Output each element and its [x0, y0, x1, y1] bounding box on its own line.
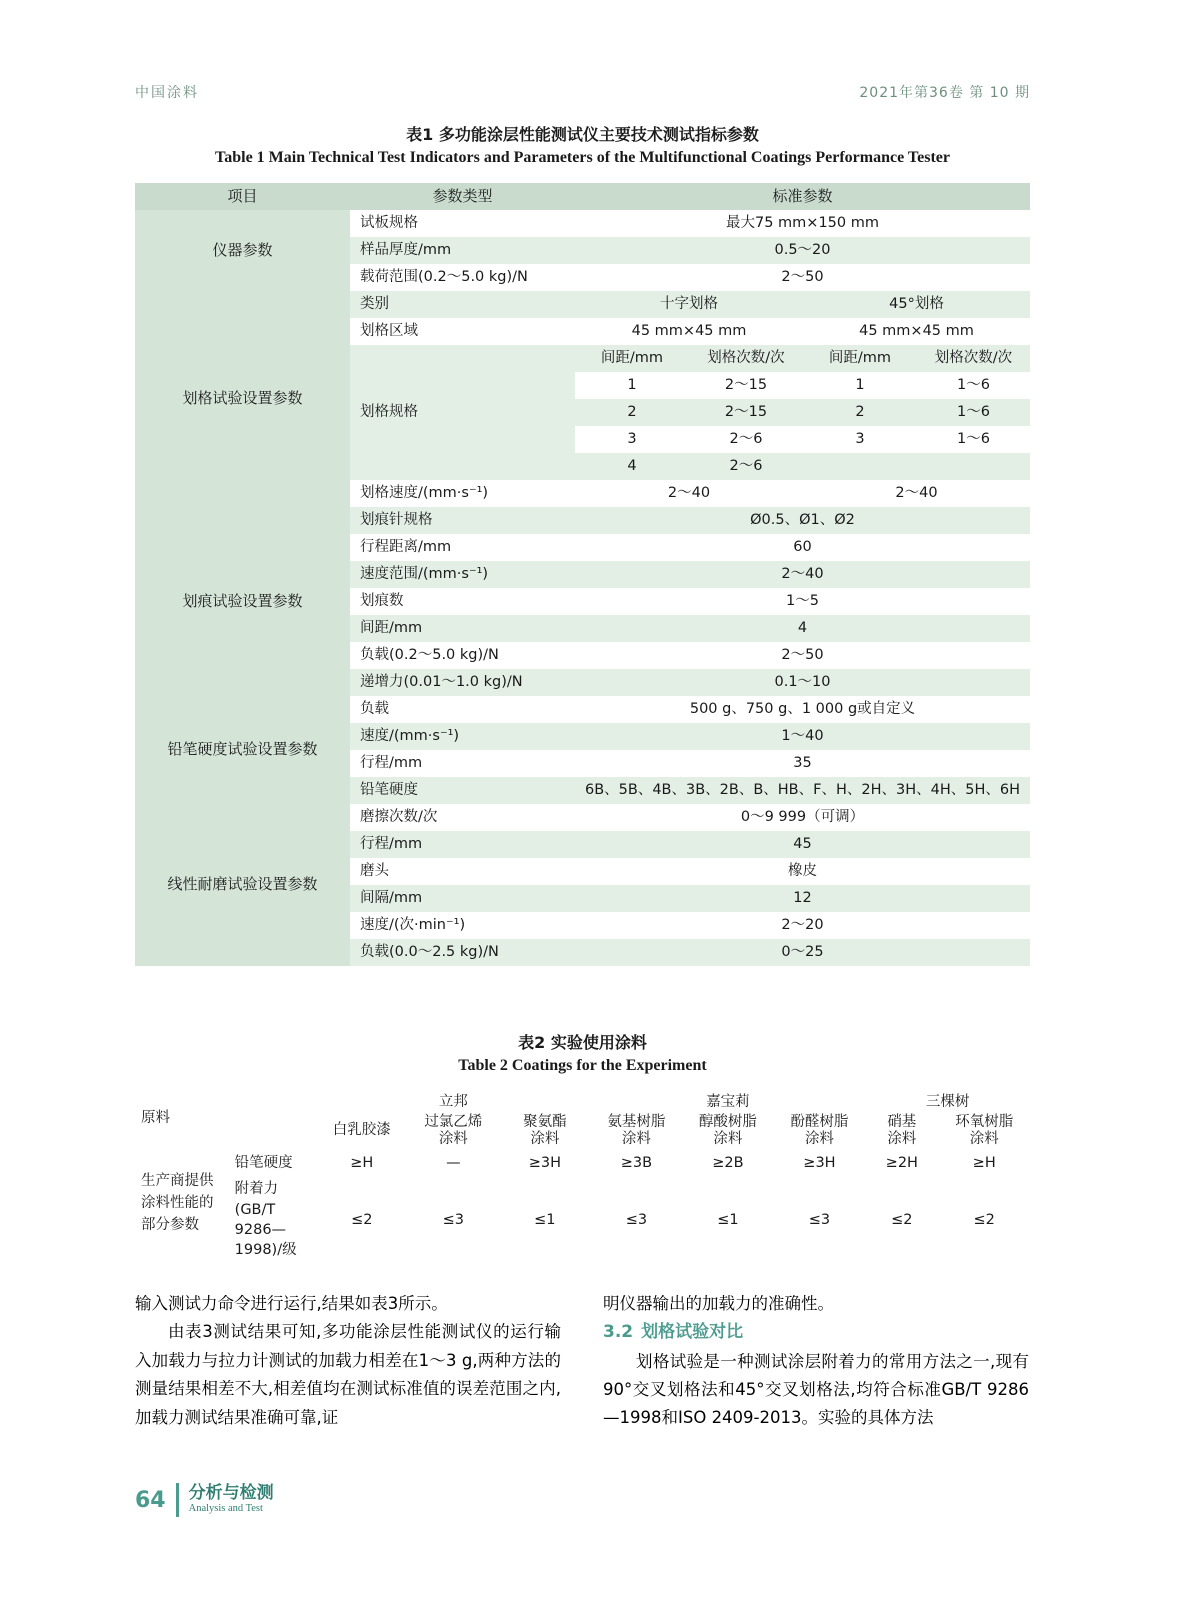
param-value: 0～9 999（可调） [575, 804, 1030, 831]
group-label: 线性耐磨试验设置参数 [135, 804, 350, 966]
param-value-right: 45 mm×45 mm [803, 318, 1030, 345]
param-type: 递增力(0.01～1.0 kg)/N [350, 669, 575, 696]
cell: 1～6 [917, 399, 1030, 426]
table-row [135, 507, 1030, 534]
param-name: 铅笔硬度 [234, 1155, 293, 1171]
param-value: 60 [575, 534, 1030, 561]
cell: ≤1 [534, 1211, 556, 1228]
brand-header: 三棵树 [925, 1093, 970, 1110]
param-type: 行程/mm [350, 750, 575, 777]
table2-caption-cn: 表2 实验使用涂料 [518, 1033, 647, 1052]
cell: 2～6 [689, 426, 803, 453]
param-value: 0.1～10 [575, 669, 1030, 696]
group-label: 铅笔硬度试验设置参数 [135, 696, 350, 804]
footer-divider [176, 1483, 179, 1517]
table-row [135, 804, 1030, 831]
section-name-cn: 分析与检测 [188, 1483, 274, 1504]
cell: ≥H [972, 1155, 996, 1171]
cell: ≤3 [808, 1211, 831, 1228]
row-label-header: 原料 [141, 1110, 170, 1127]
cell: ≤3 [442, 1211, 464, 1228]
table2-caption [135, 1030, 1030, 1075]
cell: ≤1 [717, 1211, 739, 1228]
page-header [135, 82, 1030, 102]
param-type: 划格速度/(mm·s⁻¹) [350, 480, 575, 507]
param-value: 6B、5B、4B、3B、2B、B、HB、F、H、2H、3H、4H、5H、6H [575, 777, 1030, 804]
section-title: 划格试验对比 [641, 1322, 744, 1343]
cell: ≥3H [803, 1155, 836, 1171]
param-type: 负载 [350, 696, 575, 723]
param-value: 12 [575, 885, 1030, 912]
param-type: 试板规格 [350, 210, 575, 237]
cell: 3 [803, 426, 917, 453]
param-type: 行程/mm [350, 831, 575, 858]
subheader-count-45: 划格次数/次 [917, 345, 1030, 372]
table1-caption-cn: 表1 多功能涂层性能测试仪主要技术测试指标参数 [406, 125, 759, 144]
table2 [135, 1090, 1030, 1261]
cell: 2～6 [689, 453, 803, 480]
section-heading [603, 1318, 1029, 1347]
table-row [135, 1090, 1030, 1114]
param-value: 0～25 [575, 939, 1030, 966]
param-type: 间隔/mm [350, 885, 575, 912]
cell: ≥H [350, 1155, 374, 1171]
group-label: 划格试验设置参数 [135, 291, 350, 507]
col-header-item: 项目 [135, 183, 350, 210]
paragraph: 明仪器输出的加载力的准确性。 [603, 1294, 834, 1313]
product-header: 聚氨酯 涂料 [523, 1114, 567, 1147]
cell: ≥2H [885, 1155, 918, 1171]
param-value-left: 45 mm×45 mm [575, 318, 803, 345]
page-number: 64 [135, 1487, 166, 1513]
product-header: 环氧树脂 涂料 [955, 1114, 1014, 1147]
param-value-right: 45°划格 [803, 291, 1030, 318]
param-value: 2～50 [575, 264, 1030, 291]
paragraph: 输入测试力命令进行运行,结果如表3所示。 [135, 1294, 448, 1313]
paragraph: 由表3测试结果可知,多功能涂层性能测试仪的运行输入加载力与拉力计测试的加载力相差在1～3 g,两种方法的测量结果相差不大,相差值均在测试标准值的误差范围之内,加载力测试结果准确可靠,证 [135, 1322, 561, 1427]
table1-caption [135, 122, 1030, 167]
cell: 2 [803, 399, 917, 426]
footer-section [189, 1484, 274, 1515]
issue-info: 2021年第36卷 第 10 期 [859, 85, 1030, 101]
param-type: 速度范围/(mm·s⁻¹) [350, 561, 575, 588]
param-value: 1～40 [575, 723, 1030, 750]
section-number: 3.2 [603, 1322, 634, 1343]
table-header-row [135, 183, 1030, 210]
param-type: 划格规格 [350, 345, 575, 480]
table-row [135, 210, 1030, 237]
param-value: Ø0.5、Ø1、Ø2 [575, 507, 1030, 534]
param-value: 最大75 mm×150 mm [575, 210, 1030, 237]
paragraph: 划格试验是一种测试涂层附着力的常用方法之一,现有90°交叉划格法和45°交叉划格法,均符合标准GB/T 9286—1998和ISO 2409-2013。实验的具体方法 [603, 1351, 1029, 1428]
table-row [135, 1147, 1030, 1179]
param-value: 橡皮 [575, 858, 1030, 885]
param-name: 附着力(GB/T 9286—1998)/级 [234, 1181, 297, 1259]
param-type: 磨头 [350, 858, 575, 885]
param-type: 划格区域 [350, 318, 575, 345]
brand-header: 立邦 [438, 1093, 468, 1110]
table-row [135, 1179, 1030, 1260]
col-header-type: 参数类型 [350, 183, 575, 210]
col-header-standard: 标准参数 [575, 183, 1030, 210]
body-text [135, 1290, 1030, 1433]
param-type: 速度/(mm·s⁻¹) [350, 723, 575, 750]
product-header: 白乳胶漆 [332, 1122, 391, 1139]
cell: ≤2 [351, 1211, 373, 1228]
param-type: 负载(0.0～2.5 kg)/N [350, 939, 575, 966]
param-value-right: 2～40 [803, 480, 1030, 507]
side-label: 生产商提供 涂料性能的 部分参数 [141, 1173, 214, 1233]
cell: 1～6 [917, 426, 1030, 453]
table-row [135, 696, 1030, 723]
product-header: 过氯乙烯 涂料 [424, 1114, 483, 1147]
param-type: 划痕数 [350, 588, 575, 615]
param-value: 0.5～20 [575, 237, 1030, 264]
table1-caption-en: Table 1 Main Technical Test Indicators and Parameters of the Multifunctional Coatings Performance Tester [215, 149, 950, 166]
cell: ≥3H [528, 1155, 561, 1171]
journal-name: 中国涂料 [135, 85, 199, 101]
product-header: 酚醛树脂 涂料 [790, 1114, 849, 1147]
param-type: 类别 [350, 291, 575, 318]
cell: ≥3B [620, 1155, 653, 1171]
section-name-en: Analysis and Test [188, 1503, 263, 1515]
param-type: 样品厚度/mm [350, 237, 575, 264]
cell: 1 [803, 372, 917, 399]
group-label: 划痕试验设置参数 [135, 507, 350, 696]
subheader-spacing-cross: 间距/mm [575, 345, 689, 372]
param-value: 4 [575, 615, 1030, 642]
cell: ≤3 [625, 1211, 648, 1228]
param-type: 铅笔硬度 [350, 777, 575, 804]
param-value: 45 [575, 831, 1030, 858]
subheader-count-cross: 划格次数/次 [689, 345, 803, 372]
param-type: 行程距离/mm [350, 534, 575, 561]
cell: ≥2B [712, 1155, 744, 1171]
subheader-spacing-45: 间距/mm [803, 345, 917, 372]
cell [917, 453, 1030, 480]
product-header: 氨基树脂 涂料 [607, 1114, 666, 1147]
column-right [603, 1290, 1029, 1433]
param-type: 负载(0.2～5.0 kg)/N [350, 642, 575, 669]
param-type: 间距/mm [350, 615, 575, 642]
group-label: 仪器参数 [135, 210, 350, 291]
cell: 1～6 [917, 372, 1030, 399]
cell: 1 [575, 372, 689, 399]
product-header: 醇酸树脂 涂料 [698, 1114, 757, 1147]
cell: 2～15 [689, 372, 803, 399]
param-value: 2～20 [575, 912, 1030, 939]
page-footer [135, 1483, 274, 1517]
cell: 2 [575, 399, 689, 426]
param-value-left: 十字划格 [575, 291, 803, 318]
cell: ≤2 [973, 1211, 995, 1228]
param-value: 35 [575, 750, 1030, 777]
param-type: 磨擦次数/次 [350, 804, 575, 831]
column-left [135, 1290, 561, 1433]
cell: ≤2 [891, 1211, 913, 1228]
cell: 2～15 [689, 399, 803, 426]
param-value: 1～5 [575, 588, 1030, 615]
param-type: 载荷范围(0.2～5.0 kg)/N [350, 264, 575, 291]
param-type: 划痕针规格 [350, 507, 575, 534]
param-type: 速度/(次·min⁻¹) [350, 912, 575, 939]
cell: 4 [575, 453, 689, 480]
param-value-left: 2～40 [575, 480, 803, 507]
param-value: 2～50 [575, 642, 1030, 669]
param-value: 500 g、750 g、1 000 g或自定义 [575, 696, 1030, 723]
cell: 3 [575, 426, 689, 453]
cell: — [446, 1155, 461, 1171]
table2-caption-en: Table 2 Coatings for the Experiment [458, 1057, 707, 1074]
table1 [135, 183, 1030, 966]
table-row [135, 291, 1030, 318]
brand-header: 嘉宝莉 [706, 1093, 750, 1110]
param-value: 2～40 [575, 561, 1030, 588]
product-header: 硝基 涂料 [887, 1114, 917, 1147]
cell [803, 453, 917, 480]
